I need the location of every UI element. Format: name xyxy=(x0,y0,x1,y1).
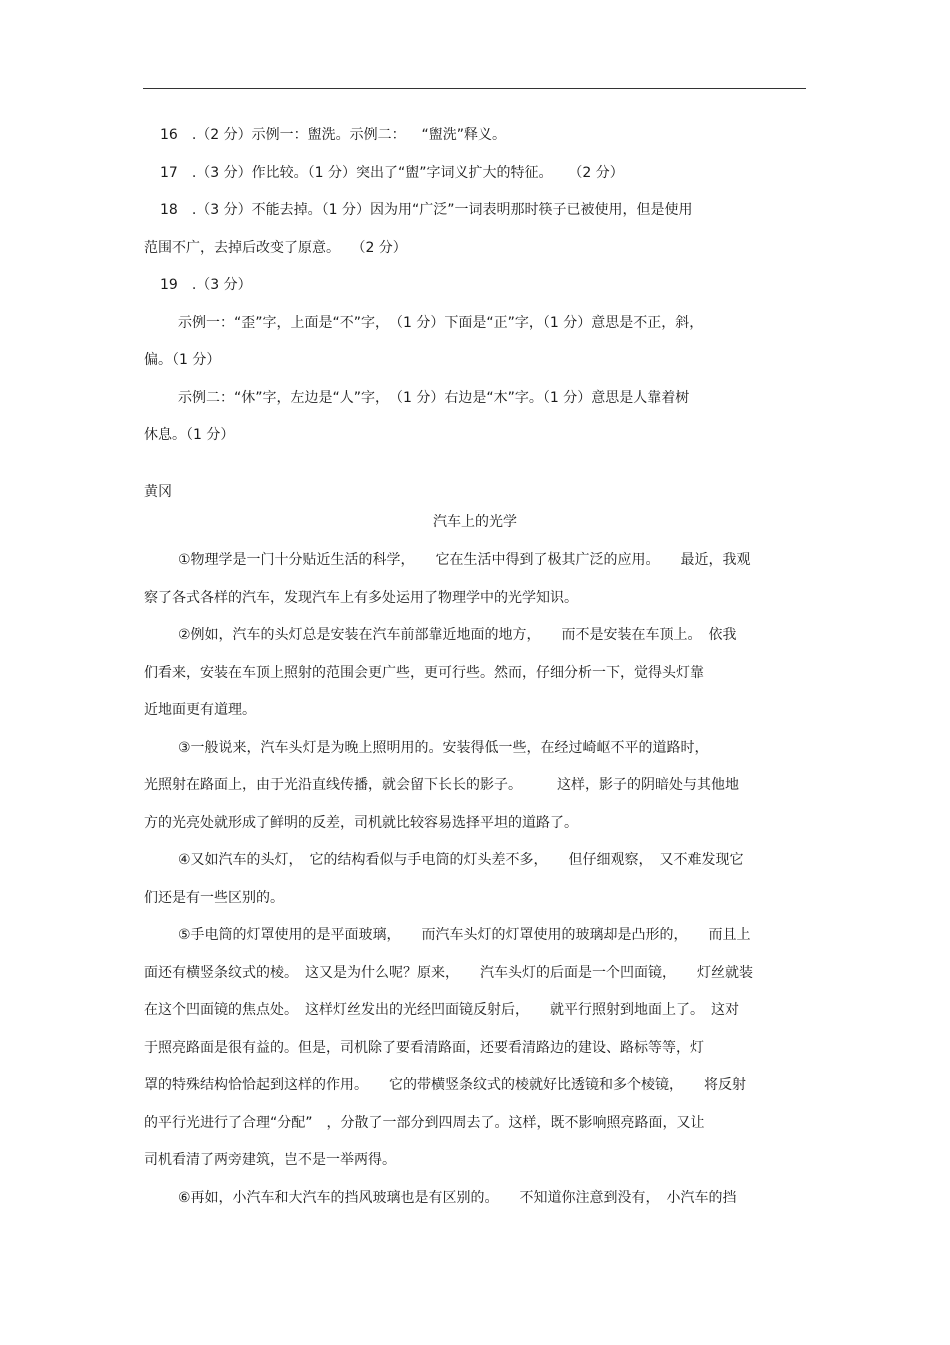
article-line: 在这个凹面镜的焦点处。 这样灯丝发出的光经凹面镜反射后， 就平行照射到地面上了。 这对 xyxy=(144,1002,739,1018)
article-line: ②例如，汽车的头灯总是安装在汽车前部靠近地面的地方， 而不是安装在车顶上。 依我 xyxy=(178,627,737,643)
answer-17: 17 .（3 分）作比较。（1 分）突出了“盥”字词义扩大的特征。 （2 分） xyxy=(160,165,624,181)
article-title: 汽车上的光学 xyxy=(433,514,517,530)
article-line: 面还有横竖条纹式的棱。 这又是为什么呢？原来， 汽车头灯的后面是一个凹面镜， 灯丝就装 xyxy=(144,965,753,981)
article-line: 光照射在路面上，由于光沿直线传播，就会留下长长的影子。 这样，影子的阴暗处与其他地 xyxy=(144,777,739,793)
article-line: 方的光亮处就形成了鲜明的反差，司机就比较容易选择平坦的道路了。 xyxy=(144,815,578,831)
answer-18: 18 .（3 分）不能去掉。（1 分）因为用“广泛”一词表明那时筷子已被使用，但是使用 xyxy=(160,202,693,218)
answer-19-example-1-cont: 偏。（1 分） xyxy=(144,352,221,368)
header-rule xyxy=(143,88,806,89)
article-line: ③一般说来，汽车头灯是为晚上照明用的。安装得低一些，在经过崎岖不平的道路时， xyxy=(178,740,709,756)
article-line: ①物理学是一门十分贴近生活的科学， 它在生活中得到了极其广泛的应用。 最近，我观 xyxy=(178,552,751,568)
article-line: 察了各式各样的汽车，发现汽车上有多处运用了物理学中的光学知识。 xyxy=(144,590,578,606)
article-line: 司机看清了两旁建筑，岂不是一举两得。 xyxy=(144,1152,396,1168)
article-line: ⑥再如，小汽车和大汽车的挡风玻璃也是有区别的。 不知道你注意到没有， 小汽车的挡 xyxy=(178,1190,737,1206)
section-label: 黄冈 xyxy=(144,484,172,500)
article-line: 的平行光进行了合理“分配” ，分散了一部分到四周去了。这样，既不影响照亮路面，又让 xyxy=(144,1115,705,1131)
article-line: 近地面更有道理。 xyxy=(144,702,256,718)
article-line: ⑤手电筒的灯罩使用的是平面玻璃， 而汽车头灯的灯罩使用的玻璃却是凸形的， 而且上 xyxy=(178,927,751,943)
article-line: 们还是有一些区别的。 xyxy=(144,890,284,906)
answer-18-cont: 范围不广，去掉后改变了原意。 （2 分） xyxy=(144,240,407,256)
article-line: 于照亮路面是很有益的。但是，司机除了要看清路面，还要看清路边的建设、路标等等，灯 xyxy=(144,1040,704,1056)
answer-16: 16 .（2 分）示例一：盥洗。示例二： “盥洗”释义。 xyxy=(160,127,507,143)
article-line: 罩的特殊结构恰恰起到这样的作用。 它的带横竖条纹式的棱就好比透镜和多个棱镜， 将反射 xyxy=(144,1077,746,1093)
article-line: 们看来，安装在车顶上照射的范围会更广些，更可行些。然而，仔细分析一下，觉得头灯靠 xyxy=(144,665,704,681)
article-line: ④又如汽车的头灯， 它的结构看似与手电筒的灯头差不多， 但仔细观察， 又不难发现它 xyxy=(178,852,744,868)
answer-19: 19 .（3 分） xyxy=(160,277,252,293)
answer-19-example-2: 示例二：“休”字，左边是“人”字， （1 分）右边是“木”字。（1 分）意思是人靠着树 xyxy=(178,390,690,406)
answer-19-example-2-cont: 休息。（1 分） xyxy=(144,427,235,443)
answer-19-example-1: 示例一：“歪”字，上面是“不”字， （1 分）下面是“正”字，（1 分）意思是不正，斜， xyxy=(178,315,704,331)
